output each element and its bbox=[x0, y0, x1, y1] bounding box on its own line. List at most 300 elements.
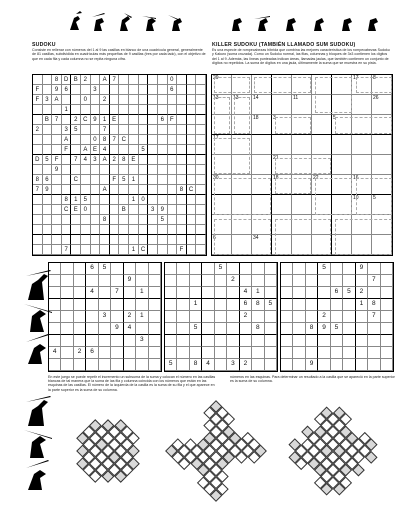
grid-cell[interactable] bbox=[368, 335, 380, 347]
grid-cell[interactable] bbox=[177, 175, 187, 185]
grid-cell[interactable] bbox=[52, 225, 62, 235]
grid-cell[interactable] bbox=[168, 235, 178, 245]
grid-cell[interactable] bbox=[139, 115, 149, 125]
grid-cell[interactable] bbox=[158, 95, 168, 105]
grid-cell[interactable] bbox=[148, 195, 158, 205]
grid-cell[interactable] bbox=[148, 145, 158, 155]
grid-cell[interactable] bbox=[158, 75, 168, 85]
grid-cell[interactable] bbox=[187, 175, 197, 185]
grid-cell[interactable] bbox=[168, 205, 178, 215]
grid-cell[interactable] bbox=[33, 225, 43, 235]
grid-cell[interactable] bbox=[100, 205, 110, 215]
grid-cell[interactable] bbox=[252, 359, 264, 371]
grid-cell[interactable] bbox=[306, 275, 318, 287]
grid-cell[interactable] bbox=[227, 299, 239, 311]
grid-cell[interactable] bbox=[49, 263, 61, 275]
grid-cell[interactable] bbox=[111, 335, 123, 347]
grid-cell[interactable] bbox=[343, 347, 355, 359]
grid-cell[interactable] bbox=[196, 115, 206, 125]
grid-cell[interactable] bbox=[196, 125, 206, 135]
grid-cell[interactable] bbox=[265, 323, 277, 335]
grid-cell[interactable] bbox=[124, 299, 136, 311]
grid-cell[interactable] bbox=[190, 263, 202, 275]
grid-cell[interactable] bbox=[202, 347, 214, 359]
grid-cell[interactable] bbox=[177, 335, 189, 347]
grid-cell[interactable] bbox=[149, 299, 161, 311]
grid-cell[interactable] bbox=[356, 359, 368, 371]
grid-cell[interactable] bbox=[187, 205, 197, 215]
grid-cell[interactable] bbox=[149, 275, 161, 287]
grid-cell[interactable] bbox=[62, 185, 72, 195]
grid-cell[interactable] bbox=[136, 359, 148, 371]
grid-cell[interactable] bbox=[43, 205, 53, 215]
grid-cell[interactable] bbox=[265, 335, 277, 347]
grid-cell[interactable] bbox=[177, 105, 187, 115]
grid-cell[interactable] bbox=[227, 287, 239, 299]
grid-cell[interactable] bbox=[110, 105, 120, 115]
grid-cell[interactable] bbox=[148, 235, 158, 245]
grid-cell[interactable] bbox=[168, 245, 178, 255]
grid-cell[interactable] bbox=[99, 335, 111, 347]
grid-cell[interactable] bbox=[52, 195, 62, 205]
grid-cell[interactable] bbox=[139, 185, 149, 195]
grid-cell[interactable] bbox=[81, 225, 91, 235]
grid-cell[interactable] bbox=[368, 347, 380, 359]
grid-cell[interactable] bbox=[100, 165, 110, 175]
grid-cell[interactable] bbox=[148, 225, 158, 235]
grid-cell[interactable] bbox=[158, 245, 168, 255]
grid-cell[interactable] bbox=[61, 287, 73, 299]
grid-cell[interactable] bbox=[165, 335, 177, 347]
grid-cell[interactable] bbox=[281, 335, 293, 347]
grid-cell[interactable] bbox=[332, 135, 352, 155]
grid-cell[interactable] bbox=[331, 299, 343, 311]
grid-cell[interactable] bbox=[240, 263, 252, 275]
grid-cell[interactable] bbox=[71, 145, 81, 155]
grid-cell[interactable] bbox=[99, 347, 111, 359]
grid-cell[interactable] bbox=[129, 95, 139, 105]
grid-cell[interactable] bbox=[356, 275, 368, 287]
grid-cell[interactable] bbox=[318, 275, 330, 287]
grid-cell[interactable] bbox=[227, 335, 239, 347]
grid-cell[interactable] bbox=[43, 225, 53, 235]
grid-cell[interactable] bbox=[343, 311, 355, 323]
grid-cell[interactable] bbox=[381, 275, 393, 287]
grid-cell[interactable] bbox=[356, 311, 368, 323]
grid-cell[interactable] bbox=[281, 299, 293, 311]
grid-cell[interactable] bbox=[158, 175, 168, 185]
grid-cell[interactable] bbox=[119, 245, 129, 255]
grid-cell[interactable] bbox=[91, 95, 101, 105]
grid-cell[interactable] bbox=[343, 275, 355, 287]
grid-cell[interactable] bbox=[148, 125, 158, 135]
grid-cell[interactable] bbox=[52, 245, 62, 255]
grid-cell[interactable] bbox=[61, 263, 73, 275]
grid-cell[interactable] bbox=[202, 263, 214, 275]
grid-cell[interactable] bbox=[74, 275, 86, 287]
grid-cell[interactable] bbox=[43, 75, 53, 85]
grid-cell[interactable] bbox=[168, 225, 178, 235]
grid-cell[interactable] bbox=[110, 195, 120, 205]
grid-cell[interactable] bbox=[71, 245, 81, 255]
grid-cell[interactable] bbox=[272, 195, 292, 215]
grid-cell[interactable] bbox=[356, 323, 368, 335]
grid-cell[interactable] bbox=[352, 95, 372, 115]
grid-cell[interactable] bbox=[119, 105, 129, 115]
grid-cell[interactable] bbox=[49, 335, 61, 347]
grid-cell[interactable] bbox=[187, 115, 197, 125]
grid-cell[interactable] bbox=[148, 115, 158, 125]
grid-cell[interactable] bbox=[99, 299, 111, 311]
grid-cell[interactable] bbox=[33, 195, 43, 205]
grid-cell[interactable] bbox=[119, 115, 129, 125]
grid-cell[interactable] bbox=[368, 323, 380, 335]
grid-cell[interactable] bbox=[43, 145, 53, 155]
grid-cell[interactable] bbox=[372, 155, 392, 175]
grid-cell[interactable] bbox=[100, 105, 110, 115]
grid-cell[interactable] bbox=[368, 359, 380, 371]
grid-cell[interactable] bbox=[61, 323, 73, 335]
grid-cell[interactable] bbox=[281, 323, 293, 335]
grid-cell[interactable] bbox=[177, 145, 187, 155]
grid-cell[interactable] bbox=[187, 105, 197, 115]
grid-cell[interactable] bbox=[331, 275, 343, 287]
grid-cell[interactable] bbox=[187, 145, 197, 155]
grid-cell[interactable] bbox=[149, 287, 161, 299]
grid-cell[interactable] bbox=[81, 245, 91, 255]
grid-cell[interactable] bbox=[148, 95, 158, 105]
grid-cell[interactable] bbox=[227, 263, 239, 275]
grid-cell[interactable] bbox=[148, 215, 158, 225]
grid-cell[interactable] bbox=[352, 155, 372, 175]
grid-cell[interactable] bbox=[139, 155, 149, 165]
grid-cell[interactable] bbox=[149, 311, 161, 323]
grid-cell[interactable] bbox=[52, 125, 62, 135]
grid-cell[interactable] bbox=[252, 311, 264, 323]
grid-cell[interactable] bbox=[49, 275, 61, 287]
grid-cell[interactable] bbox=[343, 335, 355, 347]
grid-cell[interactable] bbox=[119, 165, 129, 175]
grid-cell[interactable] bbox=[43, 85, 53, 95]
grid-cell[interactable] bbox=[293, 347, 305, 359]
grid-cell[interactable] bbox=[61, 335, 73, 347]
grid-cell[interactable] bbox=[74, 299, 86, 311]
grid-cell[interactable] bbox=[81, 175, 91, 185]
grid-cell[interactable] bbox=[86, 311, 98, 323]
grid-cell[interactable] bbox=[312, 135, 332, 155]
grid-cell[interactable] bbox=[33, 165, 43, 175]
grid-cell[interactable] bbox=[272, 135, 292, 155]
grid-cell[interactable] bbox=[196, 105, 206, 115]
grid-cell[interactable] bbox=[86, 275, 98, 287]
grid-cell[interactable] bbox=[252, 347, 264, 359]
grid-cell[interactable] bbox=[343, 359, 355, 371]
grid-cell[interactable] bbox=[74, 263, 86, 275]
grid-cell[interactable] bbox=[124, 287, 136, 299]
grid-cell[interactable] bbox=[318, 287, 330, 299]
grid-cell[interactable] bbox=[158, 195, 168, 205]
grid-cell[interactable] bbox=[86, 335, 98, 347]
grid-cell[interactable] bbox=[149, 359, 161, 371]
grid-cell[interactable] bbox=[331, 263, 343, 275]
grid-cell[interactable] bbox=[187, 195, 197, 205]
grid-cell[interactable] bbox=[61, 347, 73, 359]
grid-cell[interactable] bbox=[100, 245, 110, 255]
grid-cell[interactable] bbox=[158, 185, 168, 195]
grid-cell[interactable] bbox=[43, 245, 53, 255]
grid-cell[interactable] bbox=[177, 235, 187, 245]
grid-cell[interactable] bbox=[62, 95, 72, 105]
grid-cell[interactable] bbox=[52, 105, 62, 115]
grid-cell[interactable] bbox=[272, 95, 292, 115]
grid-cell[interactable] bbox=[281, 275, 293, 287]
grid-cell[interactable] bbox=[43, 235, 53, 245]
grid-cell[interactable] bbox=[292, 135, 312, 155]
grid-cell[interactable] bbox=[331, 311, 343, 323]
grid-cell[interactable] bbox=[62, 165, 72, 175]
grid-cell[interactable] bbox=[168, 215, 178, 225]
grid-cell[interactable] bbox=[61, 275, 73, 287]
grid-cell[interactable] bbox=[215, 323, 227, 335]
grid-cell[interactable] bbox=[148, 185, 158, 195]
grid-cell[interactable] bbox=[158, 125, 168, 135]
grid-cell[interactable] bbox=[265, 275, 277, 287]
grid-cell[interactable] bbox=[62, 155, 72, 165]
grid-cell[interactable] bbox=[368, 263, 380, 275]
grid-cell[interactable] bbox=[111, 311, 123, 323]
grid-cell[interactable] bbox=[196, 235, 206, 245]
grid-cell[interactable] bbox=[265, 263, 277, 275]
grid-cell[interactable] bbox=[343, 299, 355, 311]
grid-cell[interactable] bbox=[215, 335, 227, 347]
grid-cell[interactable] bbox=[177, 85, 187, 95]
grid-cell[interactable] bbox=[381, 299, 393, 311]
grid-cell[interactable] bbox=[110, 125, 120, 135]
grid-cell[interactable] bbox=[119, 215, 129, 225]
grid-cell[interactable] bbox=[293, 275, 305, 287]
grid-cell[interactable] bbox=[331, 335, 343, 347]
grid-cell[interactable] bbox=[196, 185, 206, 195]
grid-cell[interactable] bbox=[281, 347, 293, 359]
grid-cell[interactable] bbox=[74, 287, 86, 299]
grid-cell[interactable] bbox=[149, 323, 161, 335]
grid-cell[interactable] bbox=[52, 175, 62, 185]
grid-cell[interactable] bbox=[62, 175, 72, 185]
grid-cell[interactable] bbox=[165, 311, 177, 323]
grid-cell[interactable] bbox=[306, 311, 318, 323]
grid-cell[interactable] bbox=[168, 185, 178, 195]
grid-cell[interactable] bbox=[33, 215, 43, 225]
grid-cell[interactable] bbox=[158, 165, 168, 175]
grid-cell[interactable] bbox=[129, 85, 139, 95]
grid-cell[interactable] bbox=[139, 215, 149, 225]
grid-cell[interactable] bbox=[252, 335, 264, 347]
grid-cell[interactable] bbox=[381, 347, 393, 359]
grid-cell[interactable] bbox=[43, 215, 53, 225]
grid-cell[interactable] bbox=[252, 155, 272, 175]
grid-cell[interactable] bbox=[129, 185, 139, 195]
grid-cell[interactable] bbox=[312, 115, 332, 135]
grid-cell[interactable] bbox=[124, 347, 136, 359]
grid-cell[interactable] bbox=[148, 245, 158, 255]
grid-cell[interactable] bbox=[168, 125, 178, 135]
grid-cell[interactable] bbox=[81, 185, 91, 195]
grid-cell[interactable] bbox=[86, 359, 98, 371]
grid-cell[interactable] bbox=[81, 215, 91, 225]
grid-cell[interactable] bbox=[148, 155, 158, 165]
grid-cell[interactable] bbox=[190, 347, 202, 359]
grid-cell[interactable] bbox=[177, 287, 189, 299]
grid-cell[interactable] bbox=[149, 347, 161, 359]
grid-cell[interactable] bbox=[202, 311, 214, 323]
grid-cell[interactable] bbox=[129, 145, 139, 155]
grid-cell[interactable] bbox=[43, 105, 53, 115]
grid-cell[interactable] bbox=[33, 235, 43, 245]
grid-cell[interactable] bbox=[252, 135, 272, 155]
grid-cell[interactable] bbox=[148, 135, 158, 145]
grid-cell[interactable] bbox=[158, 225, 168, 235]
grid-cell[interactable] bbox=[81, 235, 91, 245]
grid-cell[interactable] bbox=[306, 263, 318, 275]
grid-cell[interactable] bbox=[129, 135, 139, 145]
grid-cell[interactable] bbox=[177, 347, 189, 359]
grid-cell[interactable] bbox=[49, 323, 61, 335]
grid-cell[interactable] bbox=[196, 195, 206, 205]
grid-cell[interactable] bbox=[196, 225, 206, 235]
grid-cell[interactable] bbox=[49, 299, 61, 311]
grid-cell[interactable] bbox=[343, 263, 355, 275]
grid-cell[interactable] bbox=[149, 263, 161, 275]
grid-cell[interactable] bbox=[187, 75, 197, 85]
grid-cell[interactable] bbox=[119, 145, 129, 155]
grid-cell[interactable] bbox=[124, 335, 136, 347]
grid-cell[interactable] bbox=[119, 225, 129, 235]
grid-cell[interactable] bbox=[187, 135, 197, 145]
grid-cell[interactable] bbox=[292, 195, 312, 215]
grid-cell[interactable] bbox=[149, 335, 161, 347]
grid-cell[interactable] bbox=[165, 275, 177, 287]
grid-cell[interactable] bbox=[168, 105, 178, 115]
grid-cell[interactable] bbox=[187, 125, 197, 135]
grid-cell[interactable] bbox=[293, 299, 305, 311]
grid-cell[interactable] bbox=[293, 335, 305, 347]
grid-cell[interactable] bbox=[281, 263, 293, 275]
grid-cell[interactable] bbox=[187, 245, 197, 255]
grid-cell[interactable] bbox=[139, 85, 149, 95]
grid-cell[interactable] bbox=[74, 311, 86, 323]
grid-cell[interactable] bbox=[318, 359, 330, 371]
grid-cell[interactable] bbox=[240, 347, 252, 359]
grid-cell[interactable] bbox=[177, 115, 187, 125]
grid-cell[interactable] bbox=[71, 235, 81, 245]
grid-cell[interactable] bbox=[265, 347, 277, 359]
grid-cell[interactable] bbox=[119, 75, 129, 85]
grid-cell[interactable] bbox=[139, 125, 149, 135]
grid-cell[interactable] bbox=[136, 347, 148, 359]
grid-cell[interactable] bbox=[196, 245, 206, 255]
grid-cell[interactable] bbox=[196, 205, 206, 215]
grid-cell[interactable] bbox=[306, 335, 318, 347]
grid-cell[interactable] bbox=[240, 323, 252, 335]
grid-cell[interactable] bbox=[190, 275, 202, 287]
grid-cell[interactable] bbox=[86, 323, 98, 335]
grid-cell[interactable] bbox=[215, 287, 227, 299]
grid-cell[interactable] bbox=[91, 165, 101, 175]
grid-cell[interactable] bbox=[177, 155, 187, 165]
grid-cell[interactable] bbox=[111, 275, 123, 287]
grid-cell[interactable] bbox=[129, 225, 139, 235]
grid-cell[interactable] bbox=[129, 125, 139, 135]
grid-cell[interactable] bbox=[196, 145, 206, 155]
grid-cell[interactable] bbox=[71, 85, 81, 95]
grid-cell[interactable] bbox=[148, 85, 158, 95]
grid-cell[interactable] bbox=[139, 95, 149, 105]
grid-cell[interactable] bbox=[187, 85, 197, 95]
grid-cell[interactable] bbox=[91, 215, 101, 225]
grid-cell[interactable] bbox=[110, 225, 120, 235]
grid-cell[interactable] bbox=[43, 125, 53, 135]
grid-cell[interactable] bbox=[227, 311, 239, 323]
grid-cell[interactable] bbox=[187, 155, 197, 165]
grid-cell[interactable] bbox=[165, 323, 177, 335]
grid-cell[interactable] bbox=[177, 275, 189, 287]
grid-cell[interactable] bbox=[187, 95, 197, 105]
grid-cell[interactable] bbox=[129, 215, 139, 225]
grid-cell[interactable] bbox=[129, 75, 139, 85]
grid-cell[interactable] bbox=[318, 347, 330, 359]
grid-cell[interactable] bbox=[71, 225, 81, 235]
grid-cell[interactable] bbox=[177, 299, 189, 311]
grid-cell[interactable] bbox=[52, 235, 62, 245]
grid-cell[interactable] bbox=[165, 287, 177, 299]
grid-cell[interactable] bbox=[187, 215, 197, 225]
grid-cell[interactable] bbox=[52, 215, 62, 225]
grid-cell[interactable] bbox=[196, 75, 206, 85]
grid-cell[interactable] bbox=[190, 287, 202, 299]
grid-cell[interactable] bbox=[148, 75, 158, 85]
grid-cell[interactable] bbox=[215, 359, 227, 371]
grid-cell[interactable] bbox=[81, 125, 91, 135]
grid-cell[interactable] bbox=[306, 299, 318, 311]
grid-cell[interactable] bbox=[215, 299, 227, 311]
grid-cell[interactable] bbox=[227, 347, 239, 359]
grid-cell[interactable] bbox=[129, 115, 139, 125]
grid-cell[interactable] bbox=[368, 287, 380, 299]
grid-cell[interactable] bbox=[91, 125, 101, 135]
grid-cell[interactable] bbox=[293, 311, 305, 323]
grid-cell[interactable] bbox=[177, 215, 187, 225]
grid-cell[interactable] bbox=[293, 287, 305, 299]
grid-cell[interactable] bbox=[136, 299, 148, 311]
grid-cell[interactable] bbox=[119, 95, 129, 105]
grid-cell[interactable] bbox=[111, 299, 123, 311]
grid-cell[interactable] bbox=[381, 335, 393, 347]
grid-cell[interactable] bbox=[61, 299, 73, 311]
grid-cell[interactable] bbox=[177, 135, 187, 145]
grid-cell[interactable] bbox=[111, 347, 123, 359]
grid-cell[interactable] bbox=[111, 359, 123, 371]
grid-cell[interactable] bbox=[62, 215, 72, 225]
grid-cell[interactable] bbox=[119, 85, 129, 95]
grid-cell[interactable] bbox=[293, 263, 305, 275]
grid-cell[interactable] bbox=[52, 145, 62, 155]
grid-cell[interactable] bbox=[33, 115, 43, 125]
grid-cell[interactable] bbox=[196, 165, 206, 175]
grid-cell[interactable] bbox=[139, 235, 149, 245]
grid-cell[interactable] bbox=[124, 263, 136, 275]
grid-cell[interactable] bbox=[252, 275, 264, 287]
grid-cell[interactable] bbox=[62, 225, 72, 235]
